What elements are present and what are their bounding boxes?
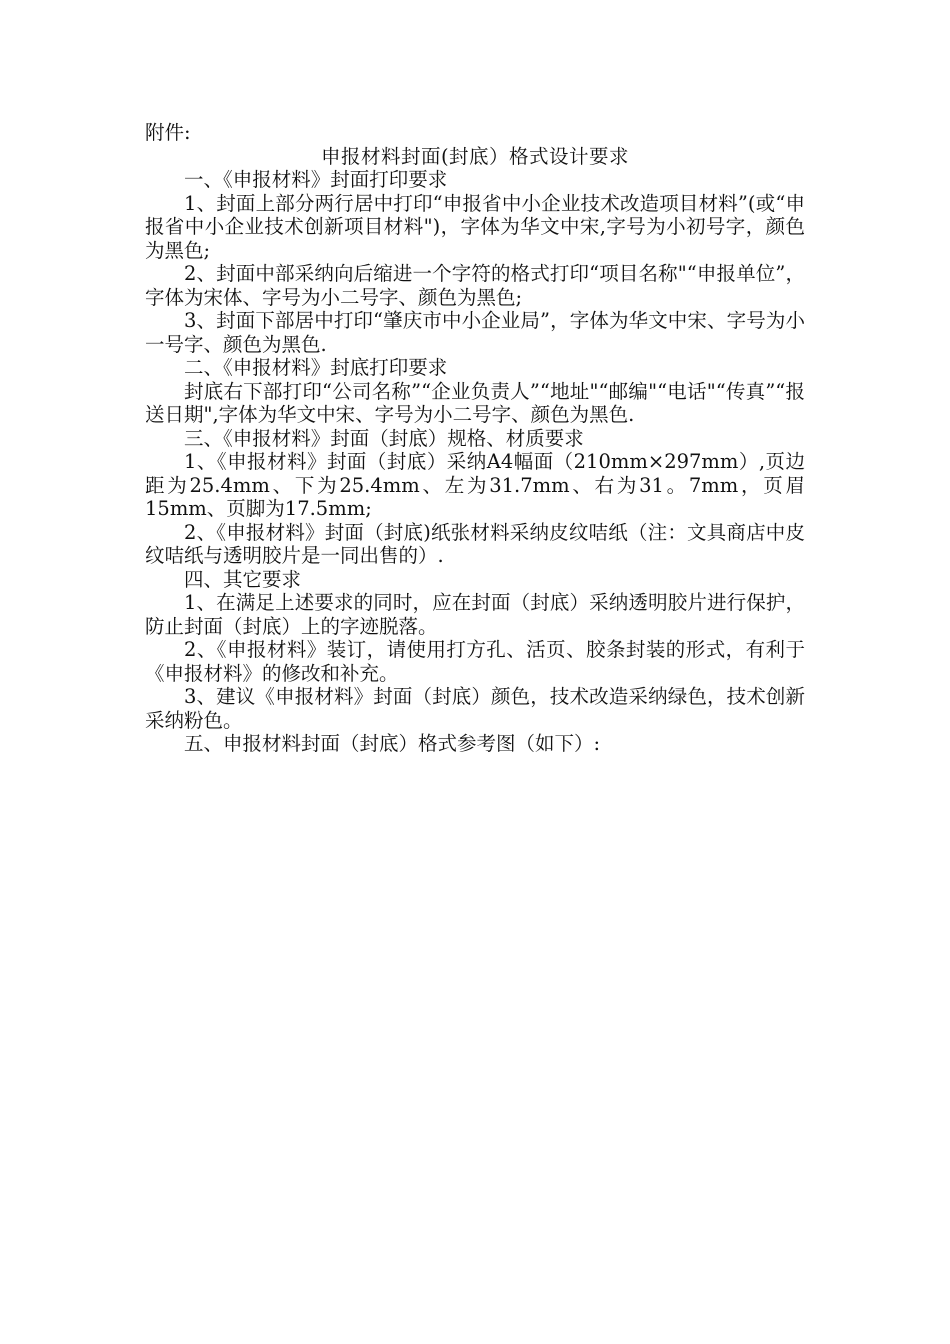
section-paragraph: 3、封面下部居中打印“肇庆市中小企业局”，字体为华文中宋、字号为小一号字、颜色为黑色.: [145, 309, 805, 356]
section-3: [145, 427, 805, 568]
section-heading: 一、《申报材料》封面打印要求: [184, 168, 448, 191]
section-heading: 二、《申报材料》封底打印要求: [184, 356, 448, 379]
section-paragraph: 3、建议《申报材料》封面（封底）颜色，技术改造采纳绿色，技术创新采纳粉色。: [145, 685, 805, 732]
section-4: [145, 568, 805, 733]
attachment-label: 附件:: [145, 121, 191, 144]
section-paragraph: 2、《申报材料》装订，请使用打方孔、活页、胶条封装的形式，有利于《申报材料》的修改和补充。: [145, 638, 805, 685]
section-paragraph: 1、封面上部分两行居中打印“申报省中小企业技术改造项目材料”(或“申报省中小企业技术创新项目材料")，字体为华文中宋,字号为小初号字，颜色为黑色;: [145, 191, 805, 262]
section-paragraph: 1、《申报材料》封面（封底）采纳A4幅面（210mm×297mm）,页边距为25.4mm、下为25.4mm、左为31.7mm、右为31。7mm，页眉15mm、页脚为17.5mm;: [145, 450, 805, 520]
section-heading: 五、申报材料封面（封底）格式参考图（如下）:: [184, 732, 601, 755]
section-heading: 三、《申报材料》封面（封底）规格、材质要求: [184, 426, 584, 450]
section-paragraph: 1、在满足上述要求的同时，应在封面（封底）采纳透明胶片进行保护，防止封面（封底）上的字迹脱落。: [145, 591, 805, 638]
document-title: 申报材料封面(封底）格式设计要求: [320, 144, 630, 168]
section-heading: 四、其它要求: [184, 567, 302, 591]
section-paragraph: 封底右下部打印“公司名称”“企业负责人”“地址"“邮编"“电话"“传真”“报送日期",字体为华文中宋、字号为小二号字、颜色为黑色.: [145, 379, 805, 426]
document-page: [145, 121, 805, 756]
section-1: [145, 168, 805, 356]
section-paragraph: 2、封面中部采纳向后缩进一个字符的格式打印“项目名称"“申报单位”，字体为宋体、字号为小二号字、颜色为黑色;: [145, 262, 805, 309]
section-5: [145, 732, 805, 756]
section-paragraph: 2、《申报材料》封面（封底)纸张材料采纳皮纹咭纸（注：文具商店中皮纹咭纸与透明胶片是一同出售的）.: [145, 520, 805, 567]
section-2: [145, 356, 805, 427]
